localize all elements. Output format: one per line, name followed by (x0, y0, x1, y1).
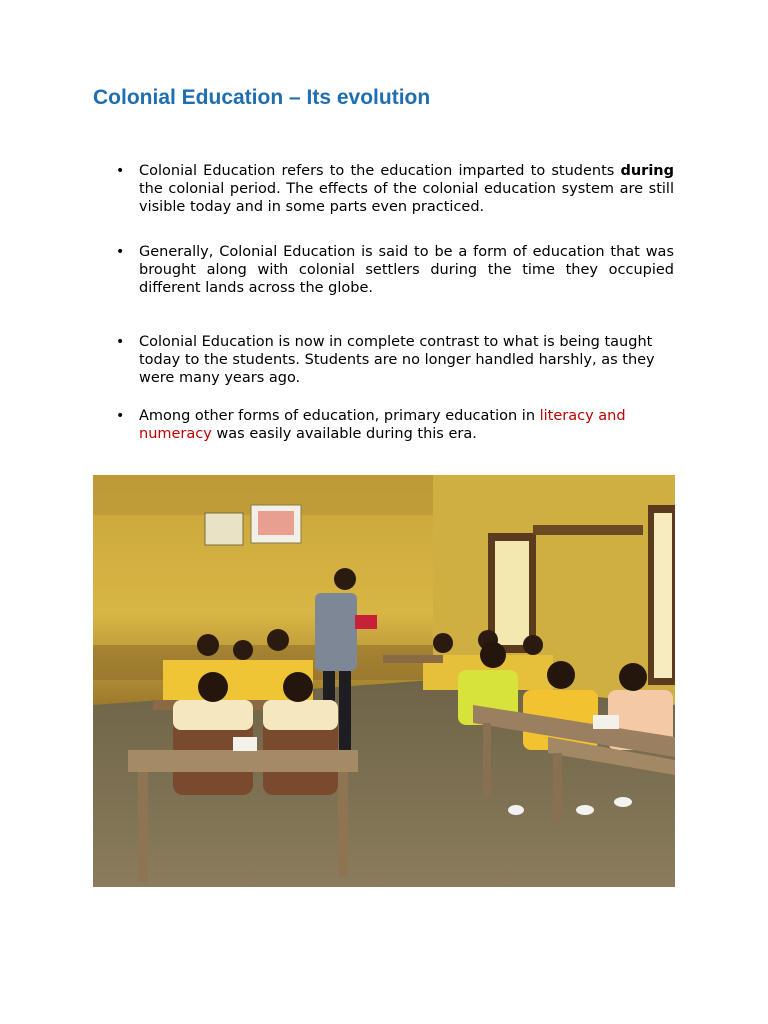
bullet-text: Colonial Education refers to the education imparted to students (139, 163, 621, 179)
bullet-text: the colonial period. The effects of the colonial education system are still visible today and in some parts even practiced. (139, 181, 674, 215)
bullet-text: was easily available during this era. (211, 426, 477, 442)
bullet-text: Among other forms of education, primary education in (139, 408, 540, 424)
bold-text: during (620, 163, 674, 179)
page-title: Colonial Education – Its evolution (93, 86, 431, 109)
classroom-photo (93, 475, 675, 887)
bullet-item (116, 243, 674, 297)
bullet-text: Generally, Colonial Education is said to be a form of education that was brought along with colonial settlers during the time they occupied different lands across the globe. (139, 244, 674, 296)
highlighted-text: literacy and numeracy (139, 408, 626, 442)
bullet-text: Colonial Education is now in complete contrast to what is being taught today to the students. Students are no longer handled harshly, as they were many years ago. (139, 334, 655, 386)
wall-poster (205, 513, 243, 545)
bullet-item (116, 407, 674, 443)
bullet-item (116, 162, 674, 216)
bullet-item (116, 333, 674, 387)
bullet-list (116, 162, 674, 443)
